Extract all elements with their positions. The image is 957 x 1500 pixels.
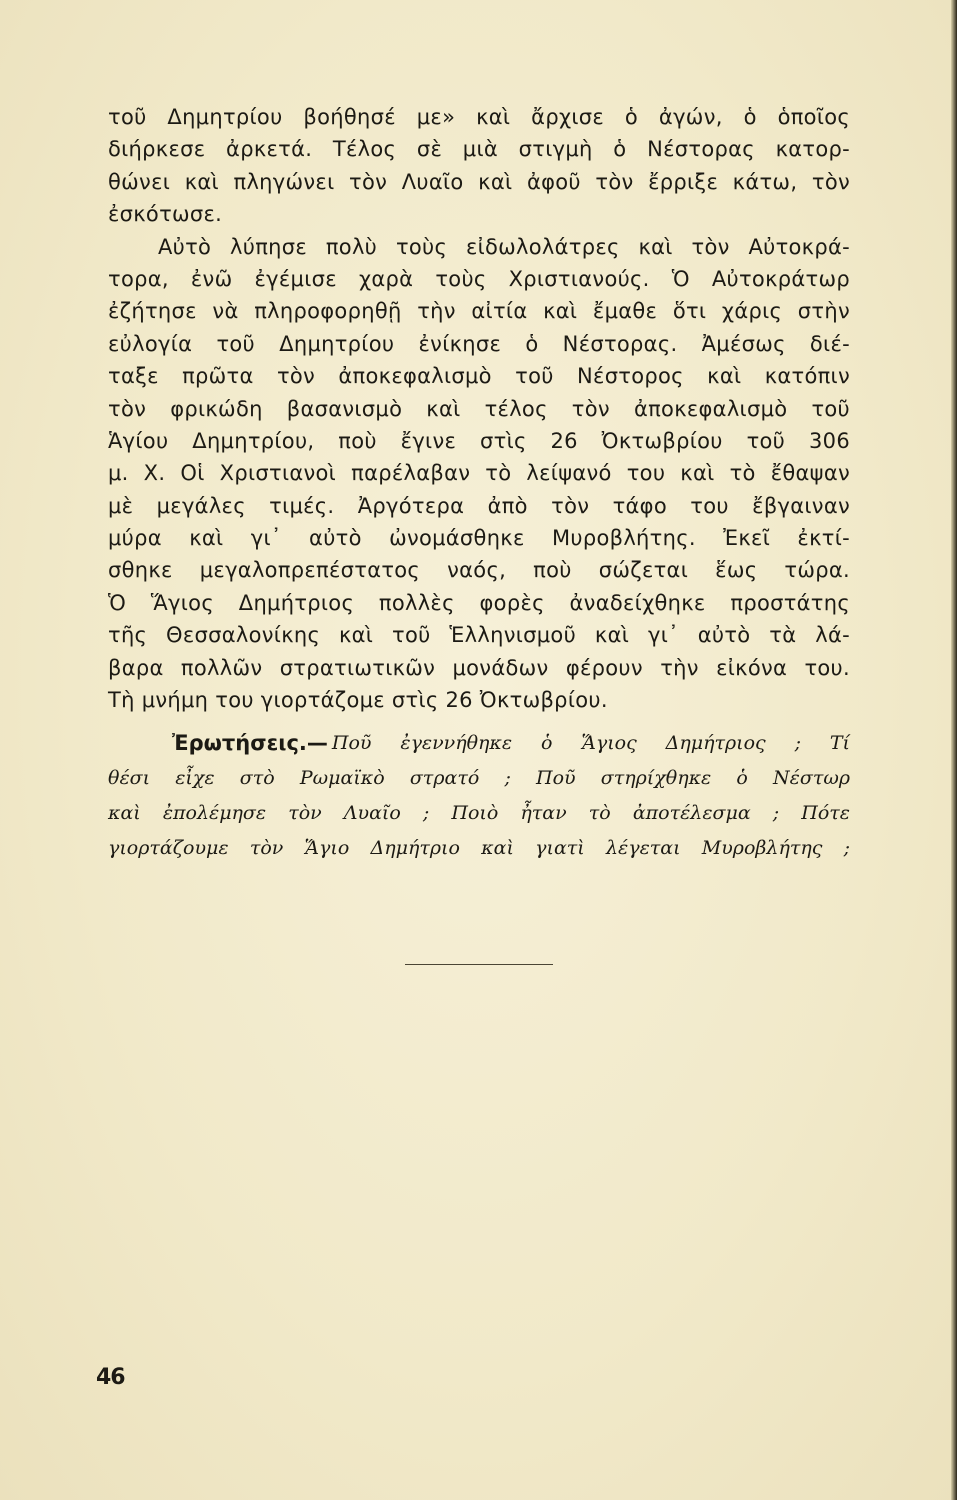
text-line: σθηκε μεγαλοπρεπέστατος ναός, ποὺ σώζεται ἕως τώρα. [108,558,850,583]
questions-first-line [108,726,850,761]
section-divider [405,964,553,965]
text-line: ἐσκότωσε. [108,202,223,227]
question-text: καὶ ἐπολέμησε τὸν Λυαῖο ; Ποιὸ ἦταν τὸ ἀποτέλεσμα ; Πότε [108,802,850,824]
text-line: ταξε πρῶτα τὸν ἀποκεφαλισμὸ τοῦ Νέστορος καὶ κατόπιν [108,364,850,389]
text-line: θώνει καὶ πληγώνει τὸν Λυαῖο καὶ ἀφοῦ τὸν ἔρριξε κάτω, τὸν [108,169,850,194]
text-line: Ἁγίου Δημητρίου, ποὺ ἔγινε στὶς 26 Ὀκτωβρίου τοῦ 306 [108,428,850,453]
text-line: τῆς Θεσσαλονίκης καὶ τοῦ Ἑλληνισμοῦ καὶ γι᾽ αὐτὸ τὰ λά- [108,623,850,648]
page-number: 46 [96,1365,125,1390]
text-line: τὸν φρικώδη βασανισμὸ καὶ τέλος τὸν ἀποκεφαλισμὸ τοῦ [108,396,850,421]
text-line: μὲ μεγάλες τιμές. Ἀργότερα ἀπὸ τὸν τάφο του ἔβγαιναν [108,493,850,518]
text-line: διήρκεσε ἀρκετά. Τέλος σὲ μιὰ στιγμὴ ὁ Νέστορας κατορ- [108,137,850,162]
question-text: θέσι εἶχε στὸ Ρωμαϊκὸ στρατό ; Ποῦ στηρίχθηκε ὁ Νέστωρ [108,767,850,789]
page-edge-shadow [951,0,957,1500]
text-line: Αὐτὸ λύπησε πολὺ τοὺς εἰδωλολάτρες καὶ τὸν Αὐτοκρά- [158,234,850,259]
main-text [108,101,850,716]
text-line: Τὴ μνήμη του γιορτάζομε στὶς 26 Ὀκτωβρίου. [108,688,608,713]
text-line: μ. Χ. Οἱ Χριστιανοὶ παρέλαβαν τὸ λείψανό του καὶ τὸ ἔθαψαν [108,461,850,486]
text-line: τορα, ἐνῶ ἐγέμισε χαρὰ τοὺς Χριστιανούς. Ὁ Αὐτοκράτωρ [108,266,850,291]
question-text: Ποῦ ἐγεννήθηκε ὁ Ἅγιος Δημήτριος ; Τί [331,732,850,754]
text-line: εὐλογία τοῦ Δημητρίου ἐνίκησε ὁ Νέστορας. Ἀμέσως διέ- [108,331,850,356]
questions-heading: Ἐρωτήσεις.— [172,731,328,755]
question-text: γιορτάζουμε τὸν Ἅγιο Δημήτριο καὶ γιατὶ λέγεται Μυροβλήτης ; [108,837,850,859]
text-line: ἐζήτησε νὰ πληροφορηθῇ τὴν αἰτία καὶ ἔμαθε ὅτι χάρις στὴν [108,299,850,324]
questions-section [108,726,850,866]
text-line: Ὁ Ἅγιος Δημήτριος πολλὲς φορὲς ἀναδείχθηκε προστάτης [108,590,850,615]
text-line: βαρα πολλῶν στρατιωτικῶν μονάδων φέρουν τὴν εἰκόνα του. [108,655,850,680]
text-line: τοῦ Δημητρίου βοήθησέ με» καὶ ἄρχισε ὁ ἀγών, ὁ ὁποῖος [108,105,850,129]
text-line: μύρα καὶ γι᾽ αὐτὸ ὠνομάσθηκε Μυροβλήτης. Ἐκεῖ ἐκτί- [108,526,850,551]
